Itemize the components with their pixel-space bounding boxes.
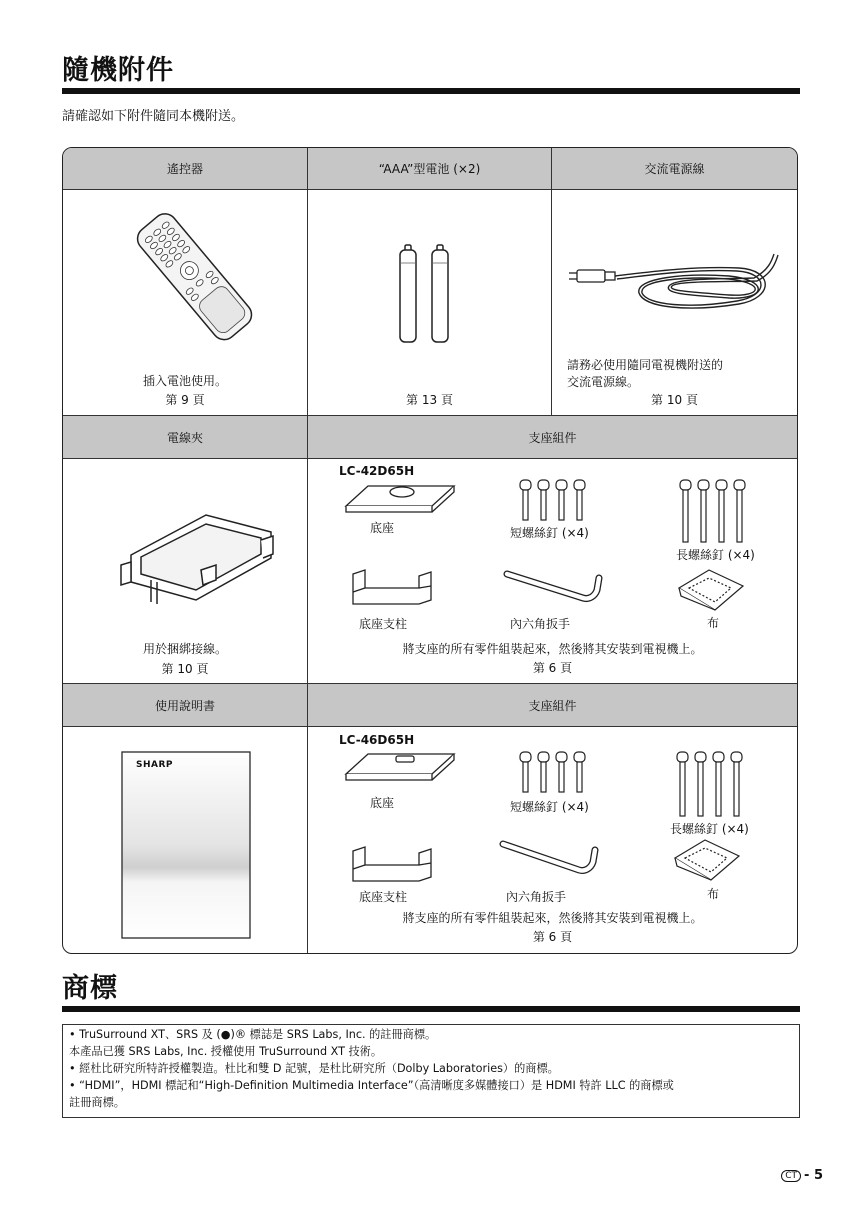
long-screws-label-42: 長螺絲釘 (×4) [676, 548, 755, 562]
trademark-line: • “HDMI”，HDMI 標記和“High-Definition Multimedia Interface”（高清晰度多媒體接口）是 HDMI 特許 LLC 的商標或 [69, 1079, 674, 1092]
manual-cover-icon [121, 751, 251, 941]
post-label-42: 底座支柱 [359, 617, 408, 631]
grid-line [63, 415, 797, 416]
assembly-instruction-42: 將支座的所有零件組裝起來，然後將其安裝到電視機上。 [402, 642, 703, 656]
trademark-line: 註冊商標。 [69, 1096, 125, 1109]
hex-wrench-icon [499, 838, 599, 882]
grid-line [63, 189, 797, 190]
trademark-line: 本產品已獲 SRS Labs, Inc. 授權使用 TruSurround XT 技術。 [69, 1045, 383, 1058]
cable-clamp-icon [111, 510, 281, 610]
base-label-42: 底座 [370, 521, 395, 535]
header-stand-42: 支座組件 [308, 416, 797, 458]
header-clamp: 電線夾 [63, 416, 307, 458]
section-title-trademarks: 商標 [62, 973, 118, 1004]
remote-note: 插入電池使用。 [142, 374, 227, 388]
short-screws-label-42: 短螺絲釘 (×4) [510, 526, 589, 540]
long-screws-icon [678, 478, 750, 544]
header-battery: “AAA”型電池 (×2) [308, 148, 551, 189]
remote-control-icon [118, 206, 268, 351]
stand-page-42: 第 6 頁 [532, 661, 573, 675]
grid-line [551, 148, 552, 415]
accessories-table [62, 147, 798, 954]
stand-page-46: 第 6 頁 [532, 930, 573, 944]
page-number: - 5 [804, 1168, 823, 1183]
short-screws-icon [518, 478, 590, 522]
assembly-instruction-46: 將支座的所有零件組裝起來，然後將其安裝到電視機上。 [402, 911, 703, 925]
long-screws-icon [675, 750, 747, 818]
title-rule [62, 88, 800, 94]
trademark-line: • 經杜比研究所特許授權製造。杜比和雙 D 記號，是杜比研究所（Dolby Laboratories）的商標。 [69, 1062, 559, 1075]
header-remote: 遙控器 [63, 148, 307, 189]
battery-page: 第 13 頁 [406, 393, 453, 407]
section-title-accessories: 隨機附件 [62, 55, 174, 86]
cord-note-line2: 交流電源線。 [567, 375, 640, 389]
grid-line [63, 683, 797, 684]
grid-line [63, 458, 797, 459]
battery-icon [398, 241, 468, 345]
remote-page: 第 9 頁 [165, 393, 205, 407]
stand-base-icon [342, 482, 457, 522]
power-cord-icon [569, 248, 784, 328]
post-label-46: 底座支柱 [359, 890, 408, 904]
manual-brand-logo: SHARP [136, 760, 174, 770]
hex-wrench-icon [503, 568, 603, 608]
cord-note-line1: 請務必使用隨同電視機附送的 [567, 358, 724, 372]
stand-post-icon [349, 845, 439, 885]
wrench-label-46: 內六角扳手 [506, 890, 567, 904]
cloth-icon [671, 838, 743, 882]
trademark-notes [62, 1024, 800, 1118]
wrench-label-42: 內六角扳手 [510, 617, 571, 631]
cloth-label-46: 布 [707, 887, 720, 901]
short-screws-icon [518, 750, 590, 794]
stand-base-icon [342, 750, 457, 790]
stand-post-icon [349, 568, 439, 608]
grid-line [63, 726, 797, 727]
trademarks-rule [62, 1006, 800, 1012]
cord-page: 第 10 頁 [651, 393, 698, 407]
page-footer [781, 1168, 823, 1183]
model-label-46: LC-46D65H [339, 733, 415, 747]
clamp-page: 第 10 頁 [161, 662, 209, 676]
clamp-note: 用於捆綁接線。 [142, 642, 227, 656]
trademark-line: • TruSurround XT、SRS 及 (●)® 標誌是 SRS Labs, Inc. 的註冊商標。 [69, 1028, 437, 1041]
model-label-42: LC-42D65H [339, 464, 415, 478]
long-screws-label-46: 長螺絲釘 (×4) [670, 822, 749, 836]
language-badge: CT [781, 1170, 801, 1182]
intro-text: 請確認如下附件隨同本機附送。 [62, 109, 245, 124]
header-manual: 使用說明書 [63, 684, 307, 726]
short-screws-label-46: 短螺絲釘 (×4) [510, 800, 589, 814]
header-stand-46: 支座組件 [308, 684, 797, 726]
base-label-46: 底座 [370, 796, 395, 810]
cloth-icon [675, 568, 747, 612]
cloth-label-42: 布 [707, 616, 720, 630]
header-cord: 交流電源線 [552, 148, 797, 189]
grid-line [307, 148, 308, 953]
